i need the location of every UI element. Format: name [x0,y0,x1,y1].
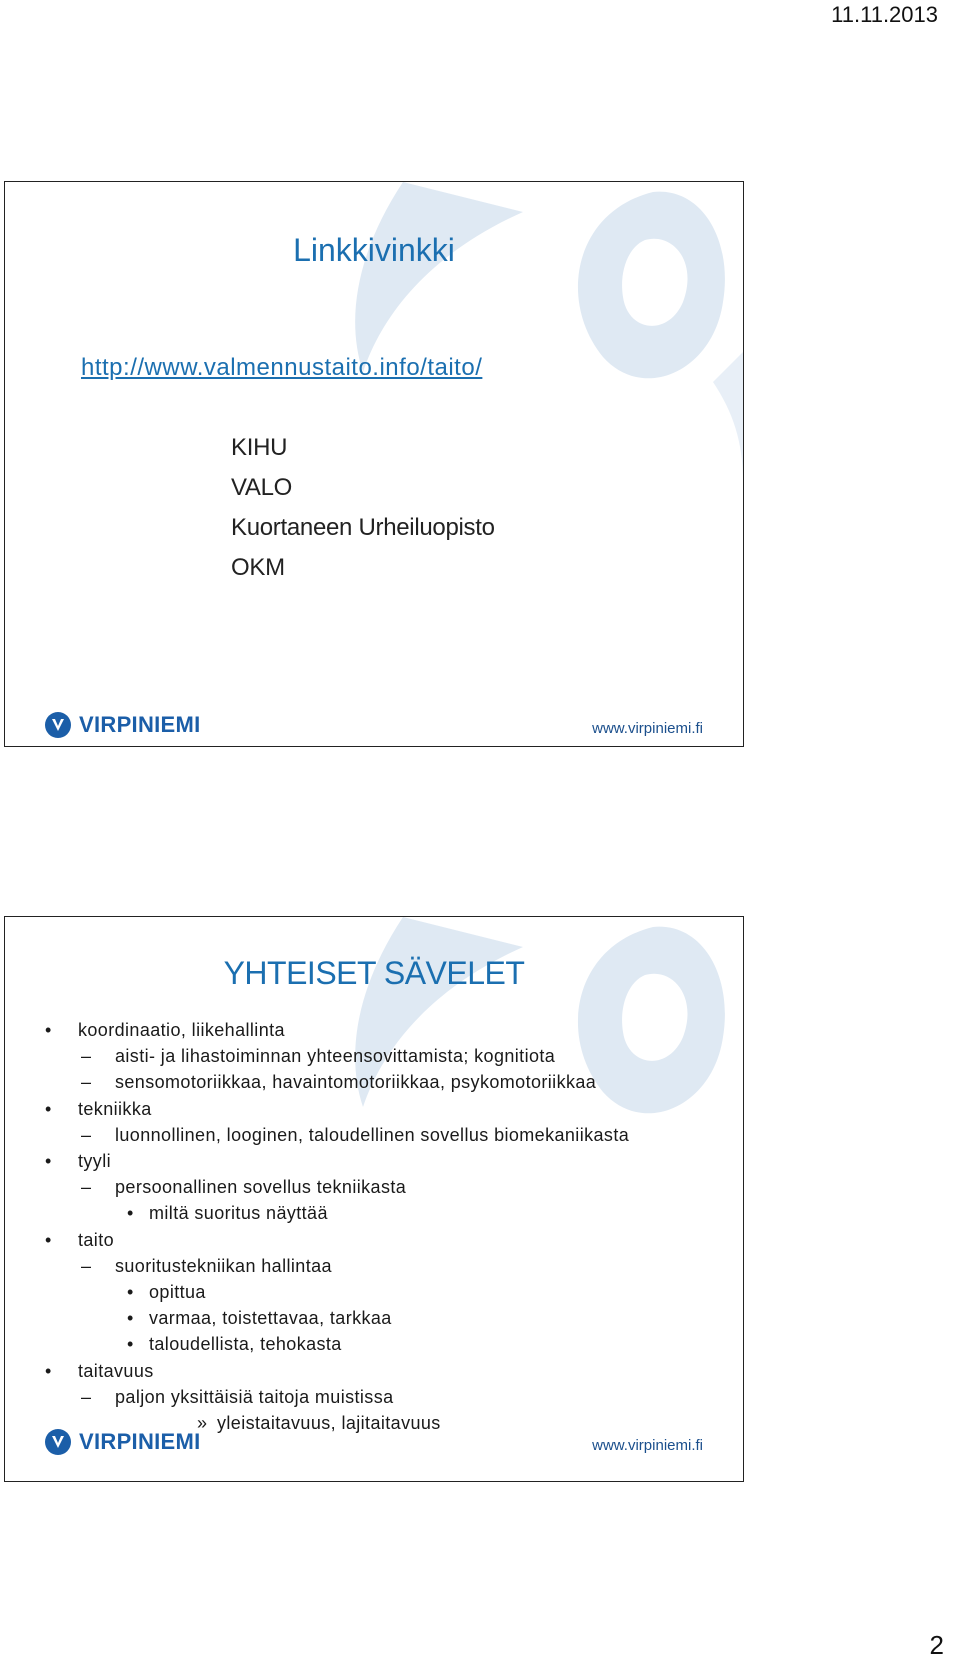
bullet-text: paljon yksittäisiä taitoja muistissa [115,1386,394,1407]
bullet-item [45,1331,733,1357]
bullet-item [45,1148,733,1174]
bullet-marker: • [127,1282,134,1303]
dash-marker: – [81,1124,92,1145]
organization-item: OKM [231,554,285,581]
logo-text: VIRPINIEMI [79,712,201,737]
guillemet-marker: » [197,1413,208,1434]
bullet-marker: • [45,1098,52,1119]
page-date: 11.11.2013 [831,2,938,27]
bullet-text: koordinaatio, liikehallinta [78,1020,285,1040]
bullet-item [45,1069,733,1095]
site-url: www.virpiniemi.fi [592,1437,703,1454]
bullet-marker: • [45,1229,52,1250]
organization-list [231,428,495,588]
bullet-item [45,1043,733,1069]
bullet-text: sensomotoriikkaa, havaintomotoriikkaa, psykomotoriikkaa [115,1072,597,1093]
bullet-item [45,1305,733,1331]
bullet-marker: • [127,1308,134,1329]
bullet-item [45,1358,733,1384]
bullet-text: taitavuus [78,1360,154,1381]
page-number: 2 [929,1630,944,1660]
valmennustaito-link[interactable]: http://www.valmennustaito.info/taito/ [81,354,483,381]
bullet-text: suoritustekniikan hallintaa [115,1255,332,1276]
organization-item: Kuortaneen Urheiluopisto [231,514,495,541]
bullet-text: opittua [149,1282,206,1303]
bullet-item [45,1384,733,1410]
bullet-marker: • [127,1203,134,1224]
bullet-text: tyyli [78,1151,111,1172]
bullet-text: taloudellista, tehokasta [149,1334,342,1355]
bullet-item [45,1017,733,1043]
bullet-marker: • [127,1334,134,1355]
organization-item: VALO [231,474,293,501]
bullet-text: yleistaitavuus, lajitaitavuus [217,1413,441,1434]
dash-marker: – [81,1046,92,1067]
slide-title: YHTEISET SÄVELET [223,955,525,991]
dash-marker: – [81,1072,92,1093]
virpiniemi-logo-icon [45,1429,71,1455]
bullet-item [45,1227,733,1253]
virpiniemi-logo-icon [45,712,71,738]
bullet-marker: • [45,1020,52,1040]
bullet-text: taito [78,1229,115,1250]
dash-marker: – [81,1255,92,1276]
dash-marker: – [81,1386,92,1407]
slide-title: Linkkivinkki [293,232,455,268]
organization-item: KIHU [231,434,288,461]
bullet-item [45,1122,733,1148]
logo-text: VIRPINIEMI [79,1429,201,1454]
virpiniemi-logo [45,1429,201,1455]
bullet-text: luonnollinen, looginen, taloudellinen sovellus biomekaniikasta [115,1124,630,1145]
bullet-item [45,1096,733,1122]
bullet-item [45,1200,733,1226]
bullet-item [45,1279,733,1305]
site-url: www.virpiniemi.fi [592,720,703,737]
bullet-marker: • [45,1151,52,1172]
bullet-list [45,1017,733,1436]
virpiniemi-logo [45,712,201,738]
bullet-text: miltä suoritus näyttää [149,1203,328,1224]
slide-yhteiset-savelet [4,916,744,1482]
bullet-marker: • [45,1360,52,1381]
bullet-item [45,1174,733,1200]
bullet-text: tekniikka [78,1098,152,1119]
bullet-text: varmaa, toistettavaa, tarkkaa [149,1308,392,1329]
bullet-text: persoonallinen sovellus tekniikasta [115,1177,407,1198]
slide-linkkivinkki [4,181,744,747]
bullet-item [45,1253,733,1279]
dash-marker: – [81,1177,92,1198]
bullet-text: aisti- ja lihastoiminnan yhteensovittamista; kognitiota [115,1046,556,1067]
